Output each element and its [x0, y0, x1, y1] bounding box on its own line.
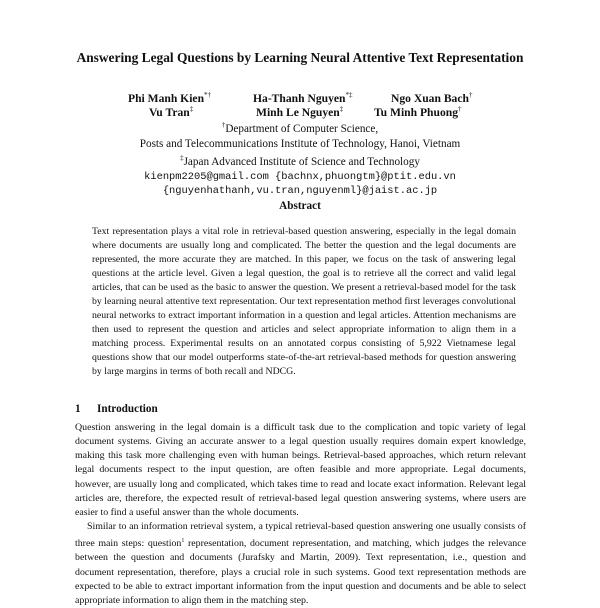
paper-title: Answering Legal Questions by Learning Neural Attentive Text Representation — [76, 50, 524, 65]
abstract-text: Text representation plays a vital role in retrieval-based question answering, especially in the legal domain where documents are usually long and complicated. The better the question and the legal documents are represented, the more accurate they are matched. In this paper, we focus on the task of answering legal questions at the article level. Given a legal question, the goal is to retrieve all the correct and valid legal articles, that can be used as the basic to answer the question. We present a retrieval-based model for the task by learning neural attentive text representation. Our text representation method first leverages convolutional neural networks to extract important information in a question and legal articles. Attention mechanisms are then used to represent the question and articles and select appropriate information to align them in a matching process. Experimental results on an annotated corpus consisting of 5,922 Vietnamese legal questions show that our model outperforms state-of-the-art retrieval-based methods for question answering by large margins in terms of both recall and NDCG. — [92, 226, 516, 377]
abstract-heading: Abstract — [279, 200, 321, 212]
author-5: Minh Le Nguyen‡ — [256, 105, 344, 119]
author-1: Phi Manh Kien*† — [128, 91, 212, 105]
author-3: Ngo Xuan Bach† — [391, 91, 473, 105]
affiliation-1-line-2: Posts and Telecommunications Institute of Technology, Hanoi, Vietnam — [139, 137, 461, 150]
intro-paragraph-1: Question answering in the legal domain is a difficult task due to the complication and topic variety of legal document systems. Giving an accurate answer to a legal question usually requires domain expert knowledge, making this task more challenging even with human beings. Retrieval-based approaches, which return relevant legal documents respect to the input question, are often feasible and more appropriate. Legal documents, however, are usually long and complicated, which takes time to read and locate exact information. Relevant legal articles are, therefore, the expected result of retrieval-based legal question answering systems, where users are easier to find a useful answer than the whole documents. — [75, 422, 526, 518]
email-line-1: kienpm2205@gmail.com {bachnx,phuongtm}@ptit.edu.vn — [144, 170, 456, 183]
author-block — [60, 88, 540, 119]
author-4: Vu Tran‡ — [149, 105, 194, 119]
author-2: Ha-Thanh Nguyen*‡ — [253, 91, 353, 105]
section-heading — [75, 403, 158, 415]
affiliation-2: ‡Japan Advanced Institute of Science and Technology — [180, 154, 420, 168]
affiliation-1: †Department of Computer Science, — [221, 121, 379, 135]
section-title: Introduction — [97, 403, 158, 415]
section-number: 1 — [75, 403, 81, 415]
email-line-2: {nguyenhathanh,vu.tran,nguyenml}@jaist.ac.jp — [162, 185, 438, 197]
affiliations — [60, 118, 540, 199]
footnote-marker: 1 — [181, 538, 185, 545]
author-6: Tu Minh Phuong† — [374, 105, 462, 119]
introduction-body — [75, 421, 526, 608]
intro-paragraph-2: Similar to an information retrieval system, a typical retrieval-based question answering one usually consists of three main steps: question$^1$ representation, document representation, and matching, which judges the relevance between the question and documents (Jurafsky and Martin, 2009). Text representation, i.e., question and document representation, therefore, plays a crucial role in such systems. Good text representation methods are expected to be able to extract important information from the input question and documents and be able to select appropriate information to align them in the matching step. — [75, 521, 526, 606]
